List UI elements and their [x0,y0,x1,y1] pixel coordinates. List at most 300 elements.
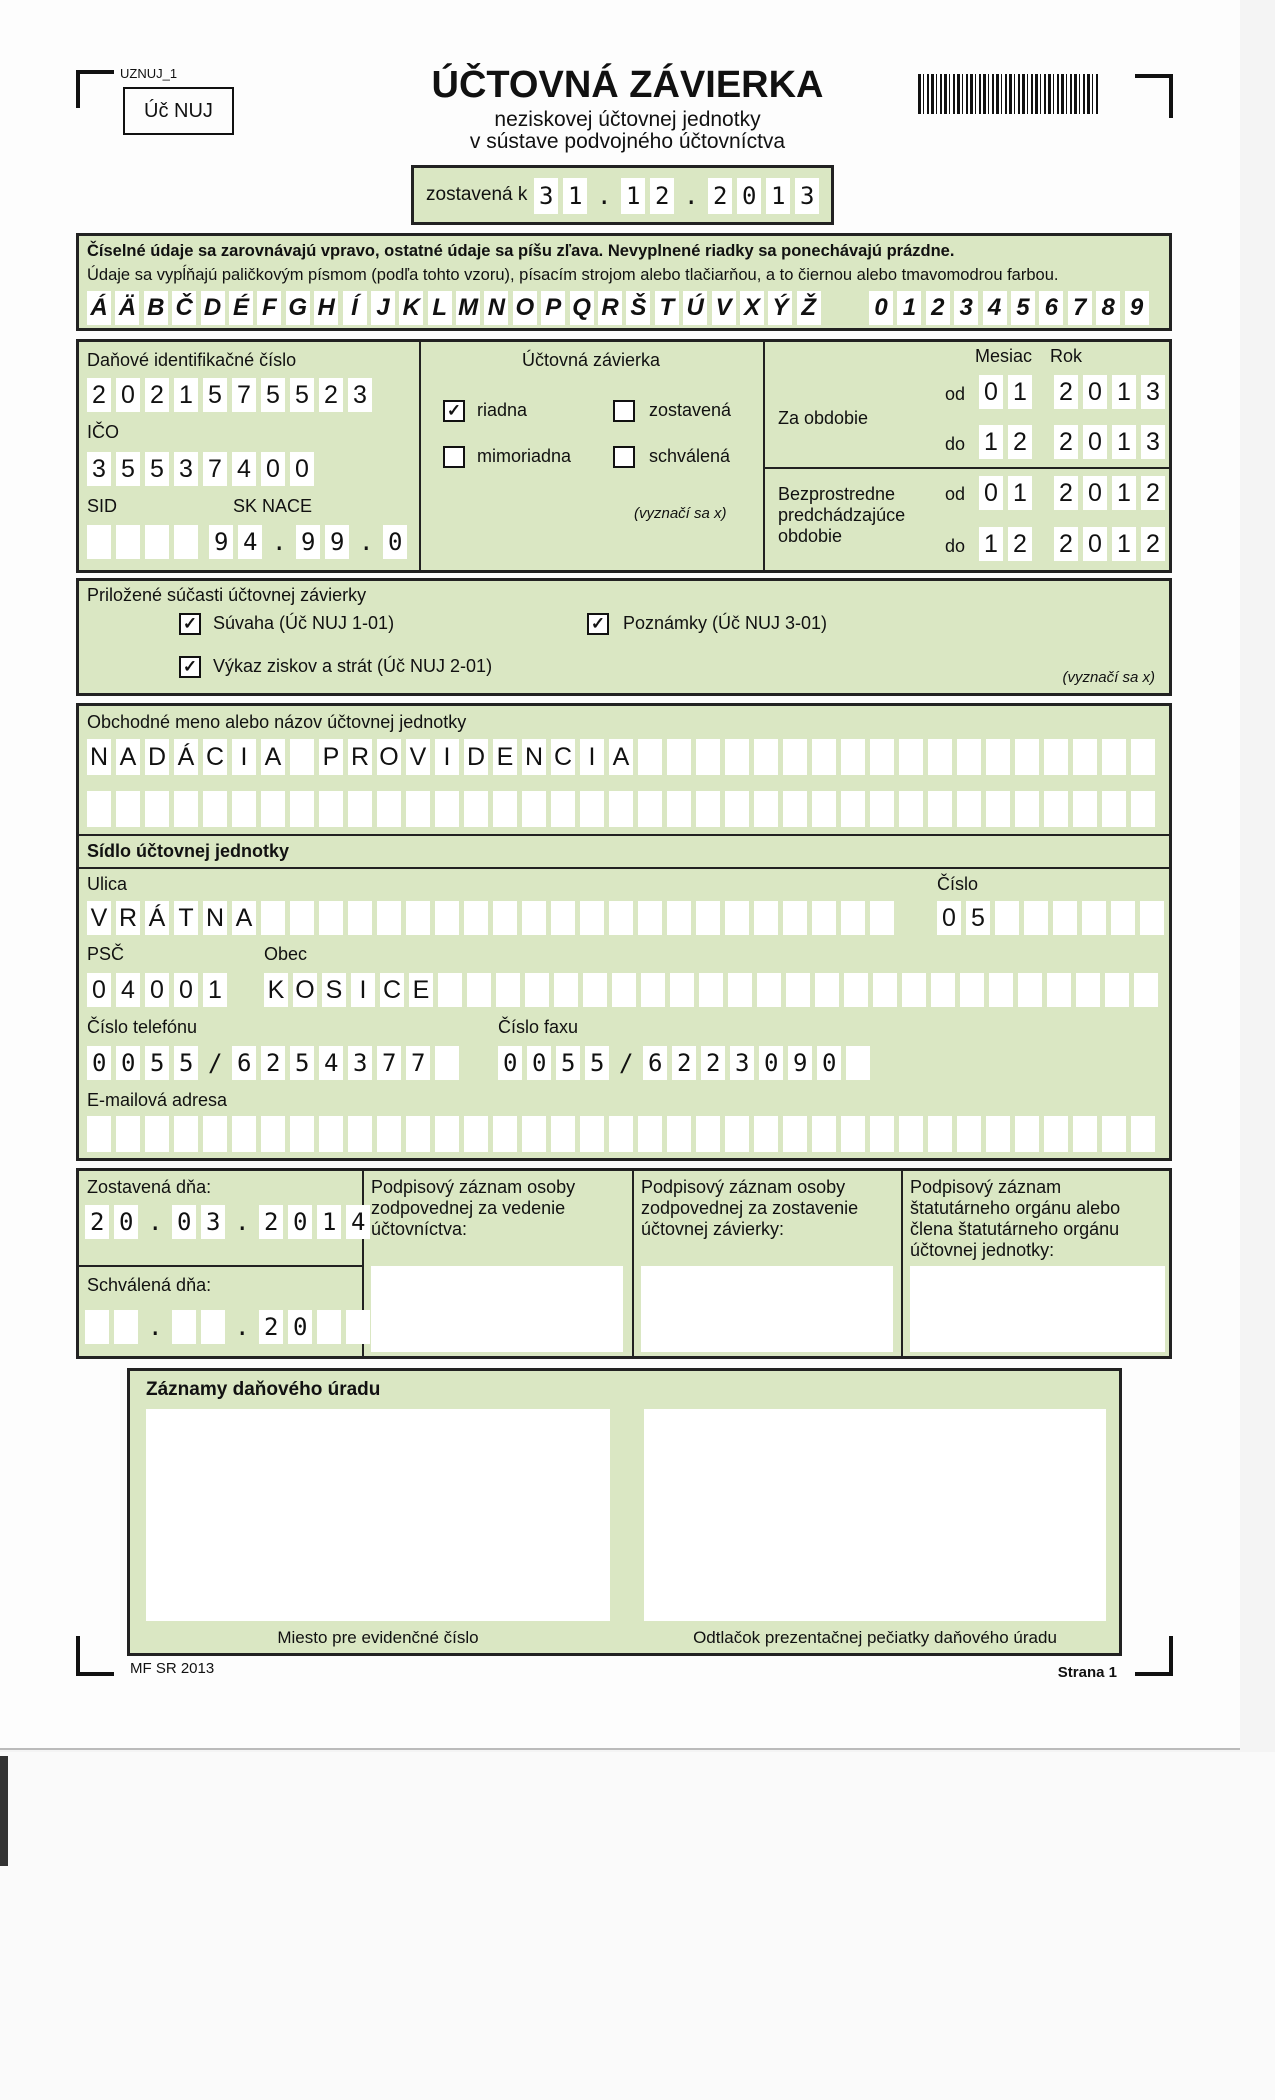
char-cell: 1 [979,425,1003,459]
char-cell: C [551,739,575,775]
char-cell: 1 [1112,375,1136,409]
empty-char-cell [1073,739,1097,775]
char-cell: 1 [1112,527,1136,561]
char-cell: 0 [116,378,140,412]
divider [632,1171,634,1356]
char-cell: N [522,739,546,775]
empty-char-cell [1131,739,1155,775]
char-cell: 5 [116,452,140,486]
empty-char-cell [841,901,865,935]
char-cell: É [229,291,253,325]
zip-label: PSČ [87,944,125,964]
empty-char-cell [638,791,662,827]
tax-office-section [127,1368,1122,1656]
empty-char-cell [1140,901,1164,935]
form-subtitle-1: neziskovej účtovnej jednotky [494,108,761,131]
char-cell: 0 [979,476,1003,510]
char-cell: A [609,739,633,775]
char-cell: M [456,291,480,325]
sign-statutory-area[interactable] [910,1266,1165,1352]
empty-char-cell [87,791,111,827]
char-cell: Ž [797,291,821,325]
empty-char-cell [522,901,546,935]
char-cell: P [319,739,343,775]
empty-char-cell [464,1116,488,1152]
empty-char-cell [290,901,314,935]
empty-char-cell [754,739,778,775]
current-to-year-field[interactable] [1054,425,1165,459]
compiled-as-of-field[interactable] [534,178,829,214]
empty-char-cell [899,739,923,775]
char-cell: 6 [1039,291,1063,325]
char-cell: 7 [203,452,227,486]
empty-char-cell [1053,901,1077,935]
empty-char-cell [580,901,604,935]
char-cell: 0 [87,973,111,1007]
empty-char-cell [957,791,981,827]
empty-char-cell [493,901,517,935]
divider [763,467,1169,469]
phone-field[interactable] [87,1046,464,1080]
empty-char-cell [728,973,752,1007]
char-cell: A [116,739,140,775]
email-field[interactable] [87,1116,1155,1152]
empty-char-cell [870,739,894,775]
empty-char-cell [116,1116,140,1152]
empty-char-cell [319,1116,343,1152]
empty-char-cell [986,1116,1010,1152]
empty-char-cell [261,791,285,827]
char-cell: E [493,739,517,775]
corner-mark-top-left [76,70,114,108]
empty-char-cell [290,1116,314,1152]
char-cell: 2 [1054,527,1078,561]
empty-char-cell [464,791,488,827]
char-cell: 0 [1083,476,1107,510]
char-cell: 3 [174,452,198,486]
form-subtitle-2: v sústave podvojného účtovníctva [469,130,786,153]
empty-char-cell [902,973,926,1007]
divider [79,1265,362,1267]
empty-char-cell [406,1116,430,1152]
char-cell: C [203,739,227,775]
char-cell: 4 [116,973,140,1007]
checkbox-poznamky[interactable] [587,613,609,635]
empty-char-cell [1105,973,1129,1007]
entity-name-field-line-1[interactable] [87,739,1155,775]
empty-char-cell [960,973,984,1007]
empty-char-cell [261,1116,285,1152]
empty-char-cell [554,973,578,1007]
empty-char-cell [783,791,807,827]
compiled-date-field[interactable] [85,1205,380,1239]
char-cell: 5 [1011,291,1035,325]
empty-char-cell [699,973,723,1007]
city-label: Obec [264,944,308,964]
from-label: od [945,384,966,404]
option-schvalena-label: schválená [649,446,731,466]
empty-char-cell [1102,791,1126,827]
empty-char-cell [464,901,488,935]
checkbox-mimoriadna[interactable] [443,446,465,468]
month-label: Mesiac [975,346,1033,366]
page-number: Strana 1 [1057,1664,1117,1681]
empty-char-cell [1044,739,1068,775]
empty-char-cell [522,791,546,827]
year-label: Rok [1050,346,1083,366]
current-from-year-field[interactable] [1054,375,1165,409]
phone-label: Číslo telefónu [87,1017,198,1037]
instructions-line-1: Číselné údaje sa zarovnávajú vpravo, ostatné údaje sa píšu zľava. Nevyplnené riadky sa ponechávajú prázdne. [87,242,955,260]
previous-from-year-field[interactable] [1054,476,1165,510]
empty-char-cell [346,1310,370,1344]
char-cell: 0 [290,452,314,486]
dates-signatures-section [76,1168,1172,1359]
char-cell: V [712,291,736,325]
char-cell: 0 [869,291,893,325]
divider [419,342,421,570]
empty-char-cell [696,901,720,935]
empty-char-cell [995,901,1019,935]
number-label: Číslo [937,874,979,894]
char-cell: N [203,901,227,935]
char-cell: 2 [1141,476,1165,510]
statement-type-heading: Účtovná závierka [521,350,661,370]
char-cell: S [322,973,346,1007]
empty-char-cell [435,791,459,827]
char-cell: 5 [261,378,285,412]
corner-mark-bottom-left [76,1636,114,1676]
form-title: ÚČTOVNÁ ZÁVIERKA [431,64,824,106]
empty-char-cell [290,791,314,827]
street-field[interactable] [87,901,894,935]
stamp-area [644,1409,1106,1621]
empty-char-cell [551,1116,575,1152]
current-from-month-field[interactable] [979,375,1032,409]
checkbox-vykaz[interactable] [179,656,201,678]
char-cell: A [232,901,256,935]
empty-char-cell [957,739,981,775]
char-cell: 0 [937,901,961,935]
empty-char-cell [638,739,662,775]
char-cell: 5 [145,452,169,486]
seat-heading: Sídlo účtovnej jednotky [87,841,290,861]
empty-char-cell [406,791,430,827]
sign-statutory-label: Podpisový záznam štatutárneho orgánu alebo člena štatutárneho orgánu účtovnej jednotky: [910,1177,1121,1260]
empty-char-cell [928,791,952,827]
char-cell: O [377,739,401,775]
approved-date-label: Schválená dňa: [87,1275,212,1295]
empty-char-cell [522,1116,546,1152]
field-value: 0055/6223090 [503,1049,851,1077]
char-cell: 0 [1083,375,1107,409]
statement-type-note: (vyznačí sa x) [634,505,727,522]
empty-char-cell [928,1116,952,1152]
empty-char-cell [667,739,691,775]
empty-char-cell [609,901,633,935]
email-label: E-mailová adresa [87,1090,228,1110]
ico-label: IČO [87,422,120,442]
char-cell: O [293,973,317,1007]
char-cell: G [286,291,310,325]
empty-char-cell [870,901,894,935]
checkbox-suvaha[interactable] [179,613,201,635]
sid-label: SID [87,496,118,516]
empty-char-cell [783,739,807,775]
previous-to-month-field[interactable] [979,527,1032,561]
empty-char-cell [873,973,897,1007]
char-cell: 1 [1008,375,1032,409]
empty-char-cell [812,901,836,935]
scan-edge [0,1756,8,1866]
char-cell: 2 [87,378,111,412]
char-cell [290,739,314,775]
city-field[interactable] [264,973,1158,1007]
empty-char-cell [754,1116,778,1152]
attachments-heading: Priložené súčasti účtovnej závierky [87,585,367,605]
street-label: Ulica [87,874,128,894]
instructions-box [76,233,1172,331]
empty-char-cell [757,973,781,1007]
sample-letters [87,291,821,325]
empty-char-cell [438,973,462,1007]
empty-char-cell [986,791,1010,827]
empty-char-cell [493,1116,517,1152]
char-cell: P [541,291,565,325]
empty-char-cell [377,901,401,935]
empty-char-cell [783,901,807,935]
empty-char-cell [812,791,836,827]
empty-char-cell [1073,791,1097,827]
char-cell: Á [174,739,198,775]
nace-label: SK NACE [233,496,313,516]
number-field[interactable] [937,901,1164,935]
empty-char-cell [1015,739,1039,775]
empty-char-cell [696,739,720,775]
char-cell: R [348,739,372,775]
char-cell: 9 [1125,291,1149,325]
char-cell: N [484,291,508,325]
empty-char-cell [348,901,372,935]
char-cell: D [145,739,169,775]
empty-char-cell [435,901,459,935]
empty-char-cell [670,973,694,1007]
empty-char-cell [377,1116,401,1152]
check-mark-icon: ✓ [590,614,606,633]
empty-char-cell [525,973,549,1007]
empty-char-cell [928,739,952,775]
field-value: 94.99.0 [214,528,417,556]
corner-mark-bottom-right [1135,1636,1173,1676]
empty-char-cell [174,791,198,827]
char-cell: 1 [203,973,227,1007]
fax-field[interactable] [498,1046,875,1080]
empty-char-cell [551,791,575,827]
empty-char-cell [467,973,491,1007]
char-cell: I [351,973,375,1007]
empty-char-cell [261,901,285,935]
char-cell: Q [570,291,594,325]
char-cell: E [409,973,433,1007]
previous-from-month-field[interactable] [979,476,1032,510]
empty-char-cell [641,973,665,1007]
empty-char-cell [1131,1116,1155,1152]
empty-char-cell [989,973,1013,1007]
checkbox-zostavena[interactable] [613,400,635,422]
fax-label: Číslo faxu [498,1017,579,1037]
char-cell: D [464,739,488,775]
empty-char-cell [899,1116,923,1152]
approved-date-field[interactable] [85,1310,375,1344]
char-cell: H [314,291,338,325]
sid-field[interactable] [87,525,198,559]
previous-period-label: Bezprostredne predchádzajúce obdobie [778,484,906,546]
entity-name-label: Obchodné meno alebo názov účtovnej jednotky [87,712,467,732]
checkbox-schvalena[interactable] [613,446,635,468]
char-cell: 1 [1008,476,1032,510]
char-cell: 1 [174,378,198,412]
char-cell: F [257,291,281,325]
char-cell: Í [343,291,367,325]
empty-char-cell [841,1116,865,1152]
empty-char-cell [812,739,836,775]
next-page [0,1752,1275,2100]
char-cell: Ý [768,291,792,325]
empty-char-cell [638,901,662,935]
empty-char-cell [203,791,227,827]
empty-char-cell [812,1116,836,1152]
empty-char-cell [551,901,575,935]
empty-char-cell [1018,973,1042,1007]
empty-char-cell [696,791,720,827]
record-number-area [146,1409,610,1621]
char-cell: L [428,291,452,325]
empty-char-cell [348,791,372,827]
empty-char-cell [1044,1116,1068,1152]
empty-char-cell [319,791,343,827]
char-cell: 8 [1096,291,1120,325]
char-cell: 2 [1054,476,1078,510]
char-cell: 3 [954,291,978,325]
sample-digits [869,291,1149,325]
empty-char-cell [844,973,868,1007]
empty-char-cell [580,791,604,827]
empty-char-cell [377,791,401,827]
empty-char-cell [145,1116,169,1152]
empty-char-cell [754,791,778,827]
attachments-section [76,578,1172,696]
char-cell: 3 [1141,375,1165,409]
attachment-suvaha-label: Súvaha (Úč NUJ 1-01) [213,613,395,633]
char-cell: R [116,901,140,935]
sign-compiler-area[interactable] [641,1266,893,1352]
dic-label: Daňové identifikačné číslo [87,350,297,370]
empty-char-cell [667,791,691,827]
record-number-caption: Miesto pre evidenčné číslo [277,1628,479,1647]
char-cell: 2 [1054,425,1078,459]
empty-char-cell [1131,791,1155,827]
empty-char-cell [203,1116,227,1152]
ico-field[interactable] [87,452,314,486]
char-cell: R [598,291,622,325]
empty-char-cell [145,525,169,559]
char-cell: 7 [232,378,256,412]
char-cell: 5 [290,378,314,412]
sign-compiler-label: Podpisový záznam osoby zodpovednej za zostavenie účtovnej závierky: [641,1177,859,1239]
empty-char-cell [116,525,140,559]
char-cell: 7 [1068,291,1092,325]
empty-char-cell [783,1116,807,1152]
empty-char-cell [870,1116,894,1152]
char-cell: V [406,739,430,775]
char-cell: Ä [115,291,139,325]
empty-char-cell [870,791,894,827]
previous-to-year-field[interactable] [1054,527,1165,561]
char-cell: T [174,901,198,935]
char-cell: 0 [145,973,169,1007]
char-cell: 0 [979,375,1003,409]
empty-char-cell [667,1116,691,1152]
char-cell: 2 [319,378,343,412]
nace-field[interactable] [209,525,417,559]
field-value: 31.12.2013 [539,182,829,210]
char-cell: N [87,739,111,775]
empty-char-cell [931,973,955,1007]
current-to-month-field[interactable] [979,425,1032,459]
divider [79,834,1169,836]
empty-char-cell [957,1116,981,1152]
char-cell: 2 [1141,527,1165,561]
char-cell: 1 [979,527,1003,561]
char-cell: 4 [983,291,1007,325]
field-value: . .20 [90,1313,322,1341]
empty-char-cell [1044,791,1068,827]
publisher: MF SR 2013 [130,1660,215,1677]
empty-char-cell [725,1116,749,1152]
checkbox-riadna[interactable] [443,400,465,422]
compiled-as-of-box [411,165,834,225]
sign-accounting-area[interactable] [371,1266,623,1352]
check-mark-icon: ✓ [446,401,462,420]
char-cell: K [264,973,288,1007]
from-label: od [945,484,966,504]
char-cell: 0 [1083,527,1107,561]
attachments-note: (vyznačí sa x) [1062,669,1155,686]
char-cell: 1 [897,291,921,325]
char-cell: 2 [145,378,169,412]
char-cell: 0 [1083,425,1107,459]
check-mark-icon: ✓ [182,614,198,633]
char-cell: 1 [1112,425,1136,459]
zip-field[interactable] [87,973,227,1007]
empty-char-cell [1102,1116,1126,1152]
empty-char-cell [406,901,430,935]
compiled-date-label: Zostavená dňa: [87,1177,212,1197]
empty-char-cell [841,739,865,775]
char-cell: B [144,291,168,325]
tax-office-heading: Záznamy daňového úradu [146,1379,381,1400]
char-cell: J [371,291,395,325]
entity-name-field-line-2[interactable] [87,791,1155,827]
char-cell: V [87,901,111,935]
empty-char-cell [1015,1116,1039,1152]
dic-field[interactable] [87,378,372,412]
char-cell: 2 [1054,375,1078,409]
empty-char-cell [1082,901,1106,935]
empty-char-cell [815,973,839,1007]
empty-char-cell [1024,901,1048,935]
empty-char-cell [87,525,111,559]
